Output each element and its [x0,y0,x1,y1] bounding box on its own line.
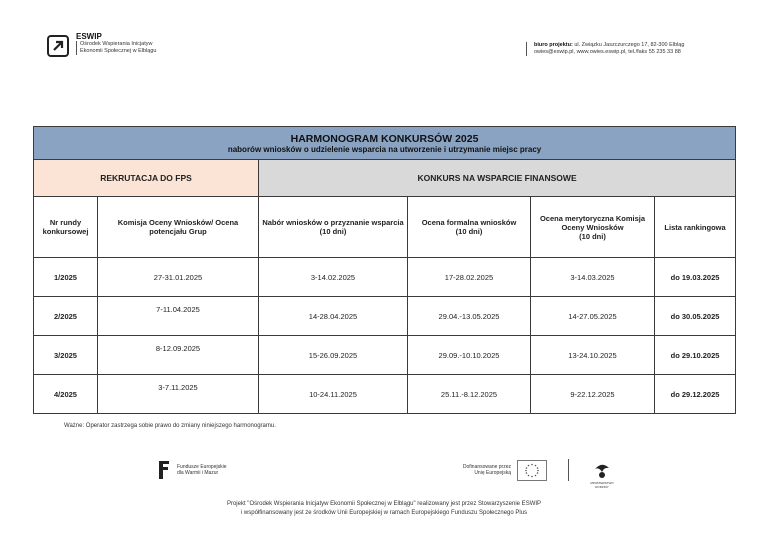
table-row [34,336,736,375]
cell-ranking: do 30.05.2025 [655,297,736,336]
cell-commission-text: 3-7.11.2025 [158,382,198,392]
eu-flag-icon [517,460,547,481]
cell-formal: 29.09.-10.10.2025 [408,336,531,375]
table-row [34,375,736,414]
cell-commission [98,336,259,375]
col-header-nabor [259,197,408,258]
cell-nabor: 3-14.02.2025 [259,258,408,297]
cell-nabor: 10-24.11.2025 [259,375,408,414]
disclaimer-note: Ważne: Operator zastrzega sobie prawo do zmiany niniejszego harmonogramu. [64,423,276,429]
cell-merit: 13-24.10.2025 [531,336,655,375]
col-header-ranking: Lista rankingowa [655,197,736,258]
table-title-row [34,127,736,160]
cell-formal: 17-28.02.2025 [408,258,531,297]
project-line2: i współfinansowany jest ze środków Unii Europejskiej w ramach Europejskiego Funduszu Społecznego Plus [240,510,528,516]
section-recruitment: REKRUTACJA DO FPS [34,160,259,197]
eswip-logo-icon [47,35,69,57]
organization-block [76,32,156,55]
cell-commission-text: 8-12.09.2025 [155,343,201,353]
fe-line2: dla Warmii i Mazur [177,470,219,476]
cell-ranking: do 29.10.2025 [655,336,736,375]
col-header-formal [408,197,531,258]
cell-formal: 29.04.-13.05.2025 [408,297,531,336]
cell-formal: 25.11.-8.12.2025 [408,375,531,414]
org-name-line2: Ekonomii Społecznej w Elblągu [80,48,157,54]
cell-commission [98,297,259,336]
contact-label: biuro projektu: [534,42,573,48]
section-competition: KONKURS NA WSPARCIE FINANSOWE [259,160,736,197]
cell-commission [98,375,259,414]
european-funds-logo-icon [157,459,171,481]
cell-nabor: 15-26.09.2025 [259,336,408,375]
col-header-merit [531,197,655,258]
contact-block [526,42,684,56]
col-header-merit-label: Ocena merytoryczna Komisja Oceny Wniosków [539,213,646,232]
eu-cofinanced-text [449,464,511,476]
cell-round: 4/2025 [34,375,98,414]
ministry-logo-icon [590,459,614,483]
schedule-table [33,126,736,414]
fe-line1: Fundusze Europejskie [177,464,227,470]
eu-line1: Dofinansowane przez [462,464,511,470]
col-header-nabor-label: Nabór wniosków o przyznanie wsparcia [262,218,404,227]
section-header-row [34,160,736,197]
cell-merit: 14-27.05.2025 [531,297,655,336]
col-header-formal-label: Ocena formalna wniosków [421,218,517,227]
col-header-formal-duration: (10 dni) [455,227,483,236]
col-header-nabor-duration: (10 dni) [319,227,347,236]
table-row [34,297,736,336]
ministry-text: MINISTERSTWO RODZINY [590,481,614,489]
european-funds-text [177,464,226,476]
contact-address: ul. Związku Jaszczurczego 17, 82-300 Elbląg [574,42,685,48]
cell-round: 3/2025 [34,336,98,375]
column-header-row [34,197,736,258]
cell-ranking: do 19.03.2025 [655,258,736,297]
col-header-merit-duration: (10 dni) [579,231,606,241]
footer-separator [568,459,569,481]
contact-details: owies@eswip.pl, www.owies.eswip.pl, tel./faks 55 235 33 88 [534,49,681,55]
cell-commission: 27-31.01.2025 [98,258,259,297]
cell-round: 2/2025 [34,297,98,336]
table-subtitle: naborów wniosków o udzielenie wsparcia na utworzenie i utrzymanie miejsc pracy [227,144,542,154]
col-header-round: Nr rundy konkursowej [34,197,98,258]
project-statement [0,500,768,518]
cell-merit: 9-22.12.2025 [531,375,655,414]
cell-ranking: do 29.12.2025 [655,375,736,414]
table-title: HARMONOGRAM KONKURSÓW 2025 [290,132,479,145]
project-line1: Projekt "Ośrodek Wspierania Inicjatyw Ekonomii Społecznej w Elblągu" realizowany jest przez Stowarzyszenie ESWIP [226,501,542,507]
cell-commission-text: 7-11.04.2025 [156,304,200,314]
org-short-name: ESWIP [76,32,102,41]
table-row [34,258,736,297]
col-header-commission: Komisja Oceny Wniosków/ Ocena potencjału Grup [98,197,259,258]
cell-round: 1/2025 [34,258,98,297]
cell-nabor: 14-28.04.2025 [259,297,408,336]
cell-merit: 3-14.03.2025 [531,258,655,297]
eu-line2: Unię Europejską [474,470,511,476]
org-name-line1: Ośrodek Wspierania Inicjatyw [80,41,153,47]
